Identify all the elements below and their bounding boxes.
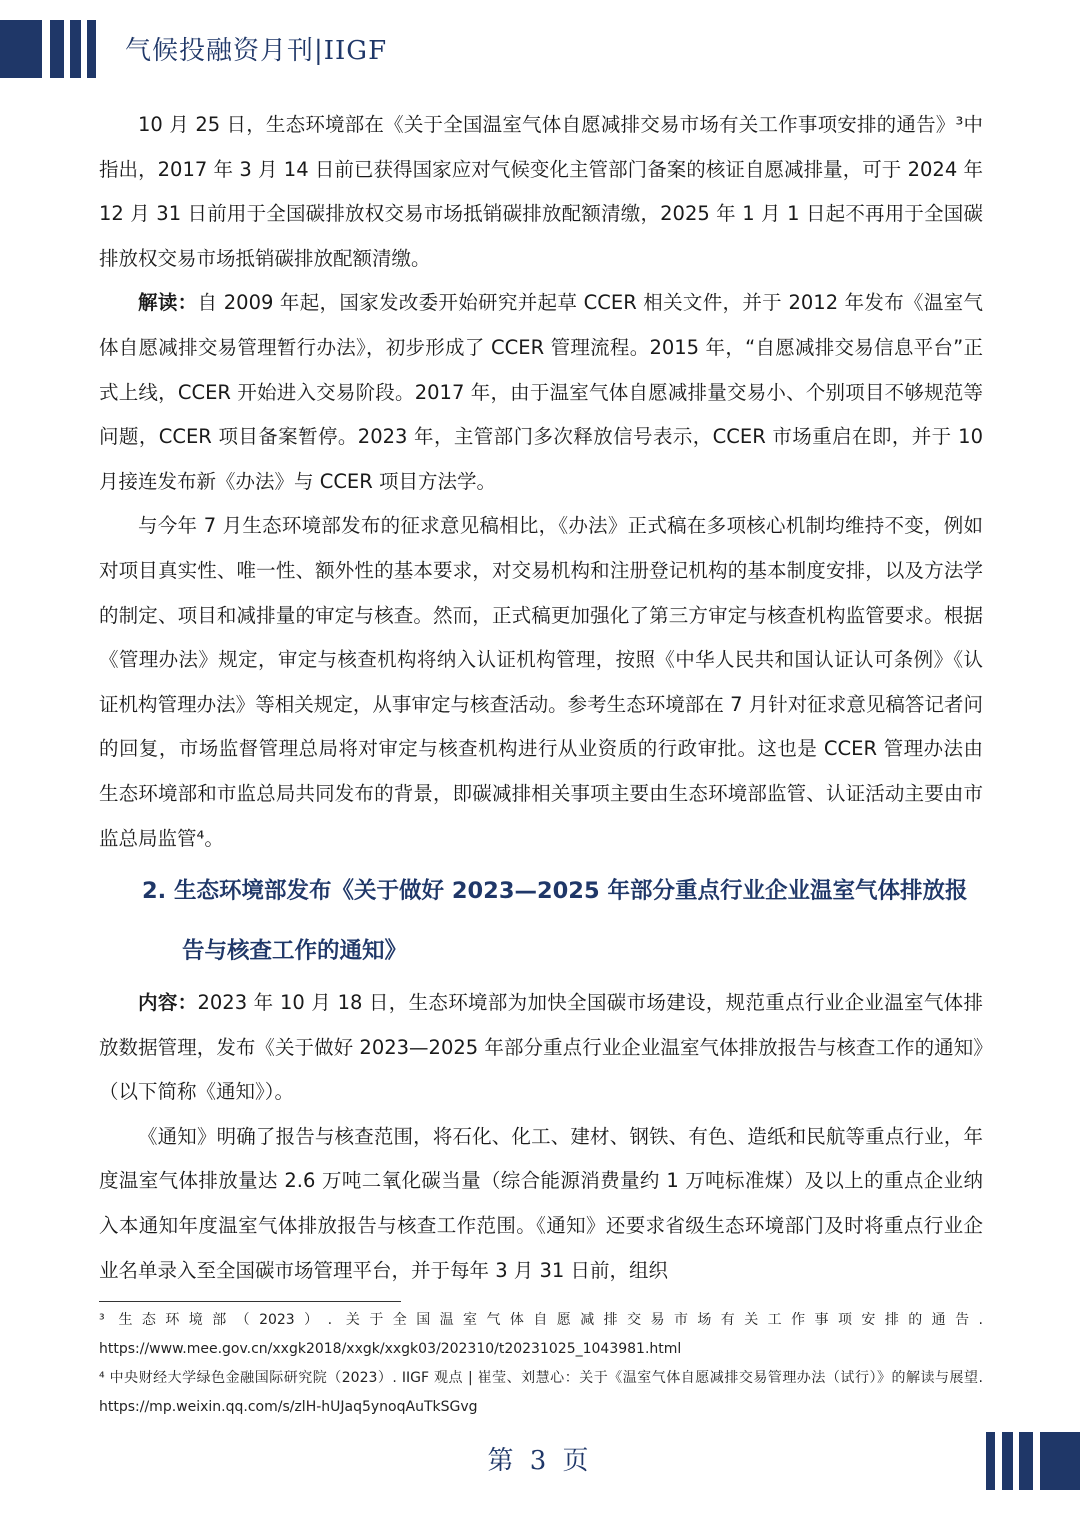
paragraph-interpretation — [99, 281, 983, 504]
header-bar — [70, 20, 81, 78]
footer-decoration-bars — [986, 1432, 1080, 1490]
section-heading: 2. 生态环境部发布《关于做好 2023—2025 年部分重点行业企业温室气体排放报告与核查工作的通知》 — [142, 878, 968, 965]
footnotes — [99, 1306, 983, 1422]
paragraph-content — [99, 981, 983, 1115]
paragraph-scope: 《通知》明确了报告与核查范围，将石化、化工、建材、钢铁、有色、造纸和民航等重点行业，年度温室气体排放量达 2.6 万吨二氧化碳当量（综合能源消费量约 1 万吨标准煤）及以上的重点企业纳入本通知年度温室气体排放报告与核查工作范围。《通知》还要求省级生态环境部门及时将重点行业企业名单录入至全国碳市场管理平台，并于每年 3 月 31 日前，组织 — [99, 1124, 983, 1282]
footnote-3: ³ 生态环境部（2023）. 关于全国温室气体自愿减排交易市场有关工作事项安排的通告. https://www.mee.gov.cn/xxgk2018/xxgk/xxgk03/202310/t20231025_1043981.html — [99, 1312, 983, 1357]
content-text: 2023 年 10 月 18 日，生态环境部为加快全国碳市场建设，规范重点行业企业温室气体排放数据管理，发布《关于做好 2023—2025 年部分重点行业企业温室气体排放报告与核查工作的通知》（以下简称《通知》）。 — [99, 991, 983, 1104]
interpretation-label: 解读： — [138, 291, 198, 315]
document-body — [99, 103, 983, 1293]
paragraph-notice: 10 月 25 日，生态环境部在《关于全国温室气体自愿减排交易市场有关工作事项安排的通告》³中指出，2017 年 3 月 14 日前已获得国家应对气候变化主管部门备案的核证自愿减排量，可于 2024 年 12 月 31 日前用于全国碳排放权交易市场抵销碳排放配额清缴，2025 年 1 月 1 日起不再用于全国碳排放权交易市场抵销碳排放配额清缴。 — [99, 113, 983, 270]
publication-title: 气候投融资月刊|IIGF — [125, 36, 388, 66]
page-number: 第 3 页 — [487, 1446, 593, 1476]
footnote-divider — [99, 1301, 401, 1302]
footer-bar — [986, 1432, 995, 1490]
footer-bar — [1002, 1432, 1013, 1490]
header-bar — [50, 20, 64, 78]
footer-bar — [1019, 1432, 1033, 1490]
header-bar — [0, 20, 42, 78]
header-decoration-bars — [0, 20, 100, 78]
header-bar — [87, 20, 96, 78]
content-label: 内容： — [138, 991, 198, 1015]
footer-bar — [1040, 1432, 1080, 1490]
footnote-4: ⁴ 中央财经大学绿色金融国际研究院（2023）. IIGF 观点 | 崔莹、刘慧心：关于《温室气体自愿减排交易管理办法（试行）》的解读与展望. https://mp.weixin.qq.com/s/zlH-hUJaq5ynoqAuTkSGvg — [99, 1370, 983, 1415]
paragraph-comparison: 与今年 7 月生态环境部发布的征求意见稿相比，《办法》正式稿在多项核心机制均维持不变，例如对项目真实性、唯一性、额外性的基本要求，对交易机构和注册登记机构的基本制度安排，以及方法学的制定、项目和减排量的审定与核查。然而，正式稿更加强化了第三方审定与核查机构监管要求。根据《管理办法》规定，审定与核查机构将纳入认证机构管理，按照《中华人民共和国认证认可条例》《认证机构管理办法》等相关规定，从事审定与核查活动。参考生态环境部在 7 月针对征求意见稿答记者问的回复，市场监督管理总局将对审定与核查机构进行从业资质的行政审批。这也是 CCER 管理办法由生态环境部和市监总局共同发布的背景，即碳减排相关事项主要由生态环境部监管、认证活动主要由市监总局监管⁴。 — [99, 514, 983, 850]
interpretation-text: 自 2009 年起，国家发改委开始研究并起草 CCER 相关文件，并于 2012 年发布《温室气体自愿减排交易管理暂行办法》，初步形成了 CCER 管理流程。2015 年，“自愿减排交易信息平台”正式上线，CCER 开始进入交易阶段。2017 年，由于温室气体自愿减排量交易小、个别项目不够规范等问题，CCER 项目备案暂停。2023 年，主管部门多次释放信号表示，CCER 市场重启在即，并于 10 月接连发布新《办法》与 CCER 项目方法学。 — [99, 291, 983, 493]
